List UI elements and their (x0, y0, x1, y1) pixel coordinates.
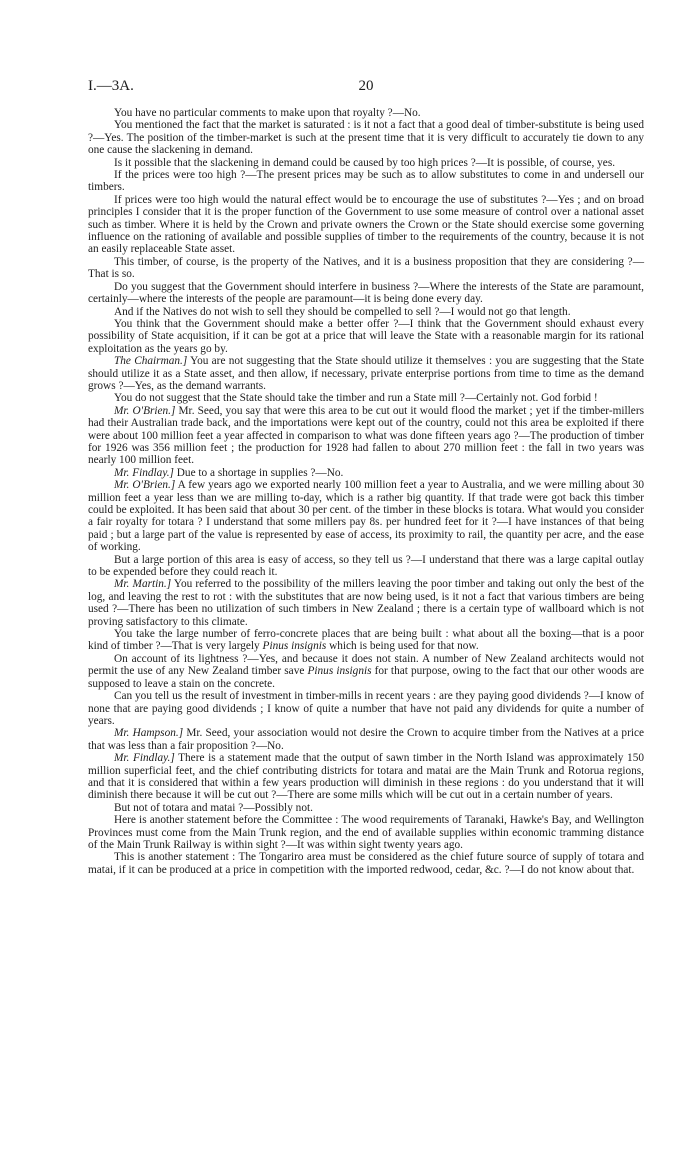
paragraph-text: Mr. Seed, you say that were this area to be cut out it would flood the market ; yet if the timber-millers had their Australian trade back, and the importations were kept out of the country, could not this area be exploited if there were about 100 million feet a year affected in comparison to what was done fifteen years ago ?—The production of timber for 1926 was 356 million feet ; the production for 1928 had fallen to about 270 million feet : the fall in two years was nearly 100 million feet. (88, 404, 644, 467)
paragraph (88, 802, 644, 814)
paragraph (88, 467, 644, 479)
speaker-label: Mr. O'Brien.] (114, 404, 176, 417)
paragraph (88, 727, 644, 752)
paragraph-text: Due to a shortage in supplies ?—No. (176, 466, 344, 479)
paragraph (88, 169, 644, 194)
paragraph-text: If prices were too high would the natural effect would be to encourage the use of substitutes ?—Yes ; and on broad principles I consider that it is the proper function of the Government to use some measure of control over a national asset such as timber. Where it is held by the Crown and private owners the Crown or the State should exercise some governing influence on the rationing of available and possible supplies of timber to the requirements of the country, because it is not an easily replaceable State asset. (88, 193, 644, 256)
paragraph-text: This timber, of course, is the property of the Natives, and it is a business proposition that they are considering ?—That is so. (88, 255, 644, 281)
paragraph-text: which is being used for that now. (326, 640, 479, 653)
speaker-label: Mr. Findlay.] (114, 752, 175, 765)
paragraph (88, 355, 644, 392)
paragraph-text: You do not suggest that the State should take the timber and run a State mill ?—Certainly not. God forbid ! (114, 392, 598, 405)
page-header (88, 78, 644, 98)
paragraph-text: This is another statement : The Tongariro area must be considered as the chief future source of supply of totara and matai, if it can be produced at a price in competition with the imported redwood, cedar, &c. ?—I do not know about that. (88, 851, 644, 876)
paragraph-text: You have no particular comments to make upon that royalty ?—No. (114, 107, 421, 119)
paragraph (88, 653, 644, 690)
paragraph (88, 405, 644, 467)
paragraph-text: You referred to the possibility of the millers leaving the poor timber and taking out only the best of the log, and leaving the rest to rot : with the substitutes that are now being used, is it not a fact that various timbers are being used ?—There has been no utilization of such timbers in New Zealand ; there is a certain type of wallboard which is not proving satisfactory to this climate. (88, 578, 644, 628)
paragraph (88, 554, 644, 579)
paragraph (88, 107, 644, 119)
paragraph-text: And if the Natives do not wish to sell they should be compelled to sell ?—I would not go that length. (114, 305, 571, 318)
paragraph-text: A few years ago we exported nearly 100 million feet a year to Australia, and we were milling about 30 million feet a year less than we are milling to-day, which is a rather big quantity. If that trade were got back this timber could be exploited. It has been said that about 30 per cent. of the timber in these blocks is totara. What would you consider a fair royalty for totara ? I understand that some millers pay 8s. per hundred feet for it ?—I have instances of that being paid ; but a large part of the value is represented by ease of access, its proximity to rail, the quantity per acre, and the ease of working. (88, 479, 644, 554)
paragraph (88, 752, 644, 802)
paragraph (88, 392, 644, 404)
paragraph (88, 814, 644, 851)
paragraph (88, 256, 644, 281)
paragraph-text: Is it possible that the slackening in demand could be caused by too high prices ?—It is possible, of course, yes. (114, 156, 616, 169)
paragraph-text: You think that the Government should make a better offer ?—I think that the Government should exhaust every possibility of State acquisition, if it can be got at a price that will leave the State with a reasonable margin for its rational exploitation as the years go by. (88, 317, 644, 355)
paragraph-text: You mentioned the fact that the market is saturated : is it not a fact that a good deal of timber-substitute is being used ?—Yes. The position of the timber-market is such at the present time that it is very difficult to accurately tie down to any one cause the slackening in demand. (88, 119, 644, 157)
paragraph (88, 119, 644, 156)
paragraph-text: You are not suggesting that the State should utilize it themselves : you are suggesting that the State should utilize it as a State asset, and then allow, if necessary, private enterprise portions from time to time as the demand grows ?—Yes, as the demand warrants. (88, 355, 644, 392)
speaker-label: Mr. Hampson.] (114, 727, 184, 740)
paragraph (88, 157, 644, 169)
speaker-label: Mr. Martin.] (114, 578, 172, 591)
paragraph-text: for that purpose, owing to the fact that our other woods are supposed to leave a stain on the concrete. (88, 665, 644, 690)
speaker-label: Mr. Findlay.] (114, 466, 174, 479)
paragraph-text: But not of totara and matai ?—Possibly not. (114, 801, 313, 814)
species-name: Pinus insignis (307, 665, 372, 678)
paragraph-text: But a large portion of this area is easy of access, so they tell us ?—I understand that there was a large capital outlay to be expended before they could reach it. (88, 553, 644, 579)
speaker-label: Mr. O'Brien.] (114, 479, 176, 492)
paragraph (88, 306, 644, 318)
paragraph-text: If the prices were too high ?—The present prices may be such as to allow substitutes to come in and undersell our timbers. (88, 169, 644, 194)
paragraph (88, 851, 644, 876)
paragraph-text: Here is another statement before the Committee : The wood requirements of Taranaki, Hawke's Bay, and Wellington Provinces must come from the Main Trunk region, and the end of available supplies within economic tramming distance of the Main Trunk Railway is within sight ?—It was within sight twenty years ago. (88, 814, 644, 851)
paragraph (88, 479, 644, 553)
species-name: Pinus insignis (262, 640, 327, 653)
page-body (88, 107, 644, 876)
paragraph-text: You take the large number of ferro-concrete places that are being built : what about all the boxing—that is a poor kind of timber ?—That is very largely (88, 628, 644, 653)
paragraph (88, 578, 644, 628)
paragraph (88, 628, 644, 653)
paragraph-text: Mr. Seed, your association would not desire the Crown to acquire timber from the Natives at a price that was less than a fair proposition ?—No. (88, 727, 645, 752)
paragraph (88, 318, 644, 355)
paragraph-text: Can you tell us the result of investment in timber-mills in recent years : are they paying good dividends ?—I know of none that are paying good dividends ; I know of quite a number that have not paid any dividends for quite a number of years. (88, 690, 644, 727)
paragraph (88, 194, 644, 256)
speaker-label: The Chairman.] (114, 355, 188, 368)
paragraph-text: There is a statement made that the output of sawn timber in the North Island was approximately 150 million superficial feet, and the chief contributing districts for totara and matai are the Main Trunk and Rotorua regions, and that it is considered that within a few years production will diminish in these regions : do you understand that it will diminish there because it will be cut out ?—There are some mills which will be cut out in a certain number of years. (88, 752, 645, 802)
document-reference: I.—3A. (88, 78, 134, 94)
paragraph (88, 690, 644, 727)
paragraph-text: Do you suggest that the Government should interfere in business ?—Where the interests of the State are paramount, certainly—where the interests of the people are paramount—it is being done every day. (88, 280, 644, 306)
paragraph-text: On account of its lightness ?—Yes, and because it does not stain. A number of New Zealand architects would not permit the use of any New Zealand timber save (88, 652, 644, 678)
page-number: 20 (358, 78, 374, 94)
paragraph (88, 281, 644, 306)
